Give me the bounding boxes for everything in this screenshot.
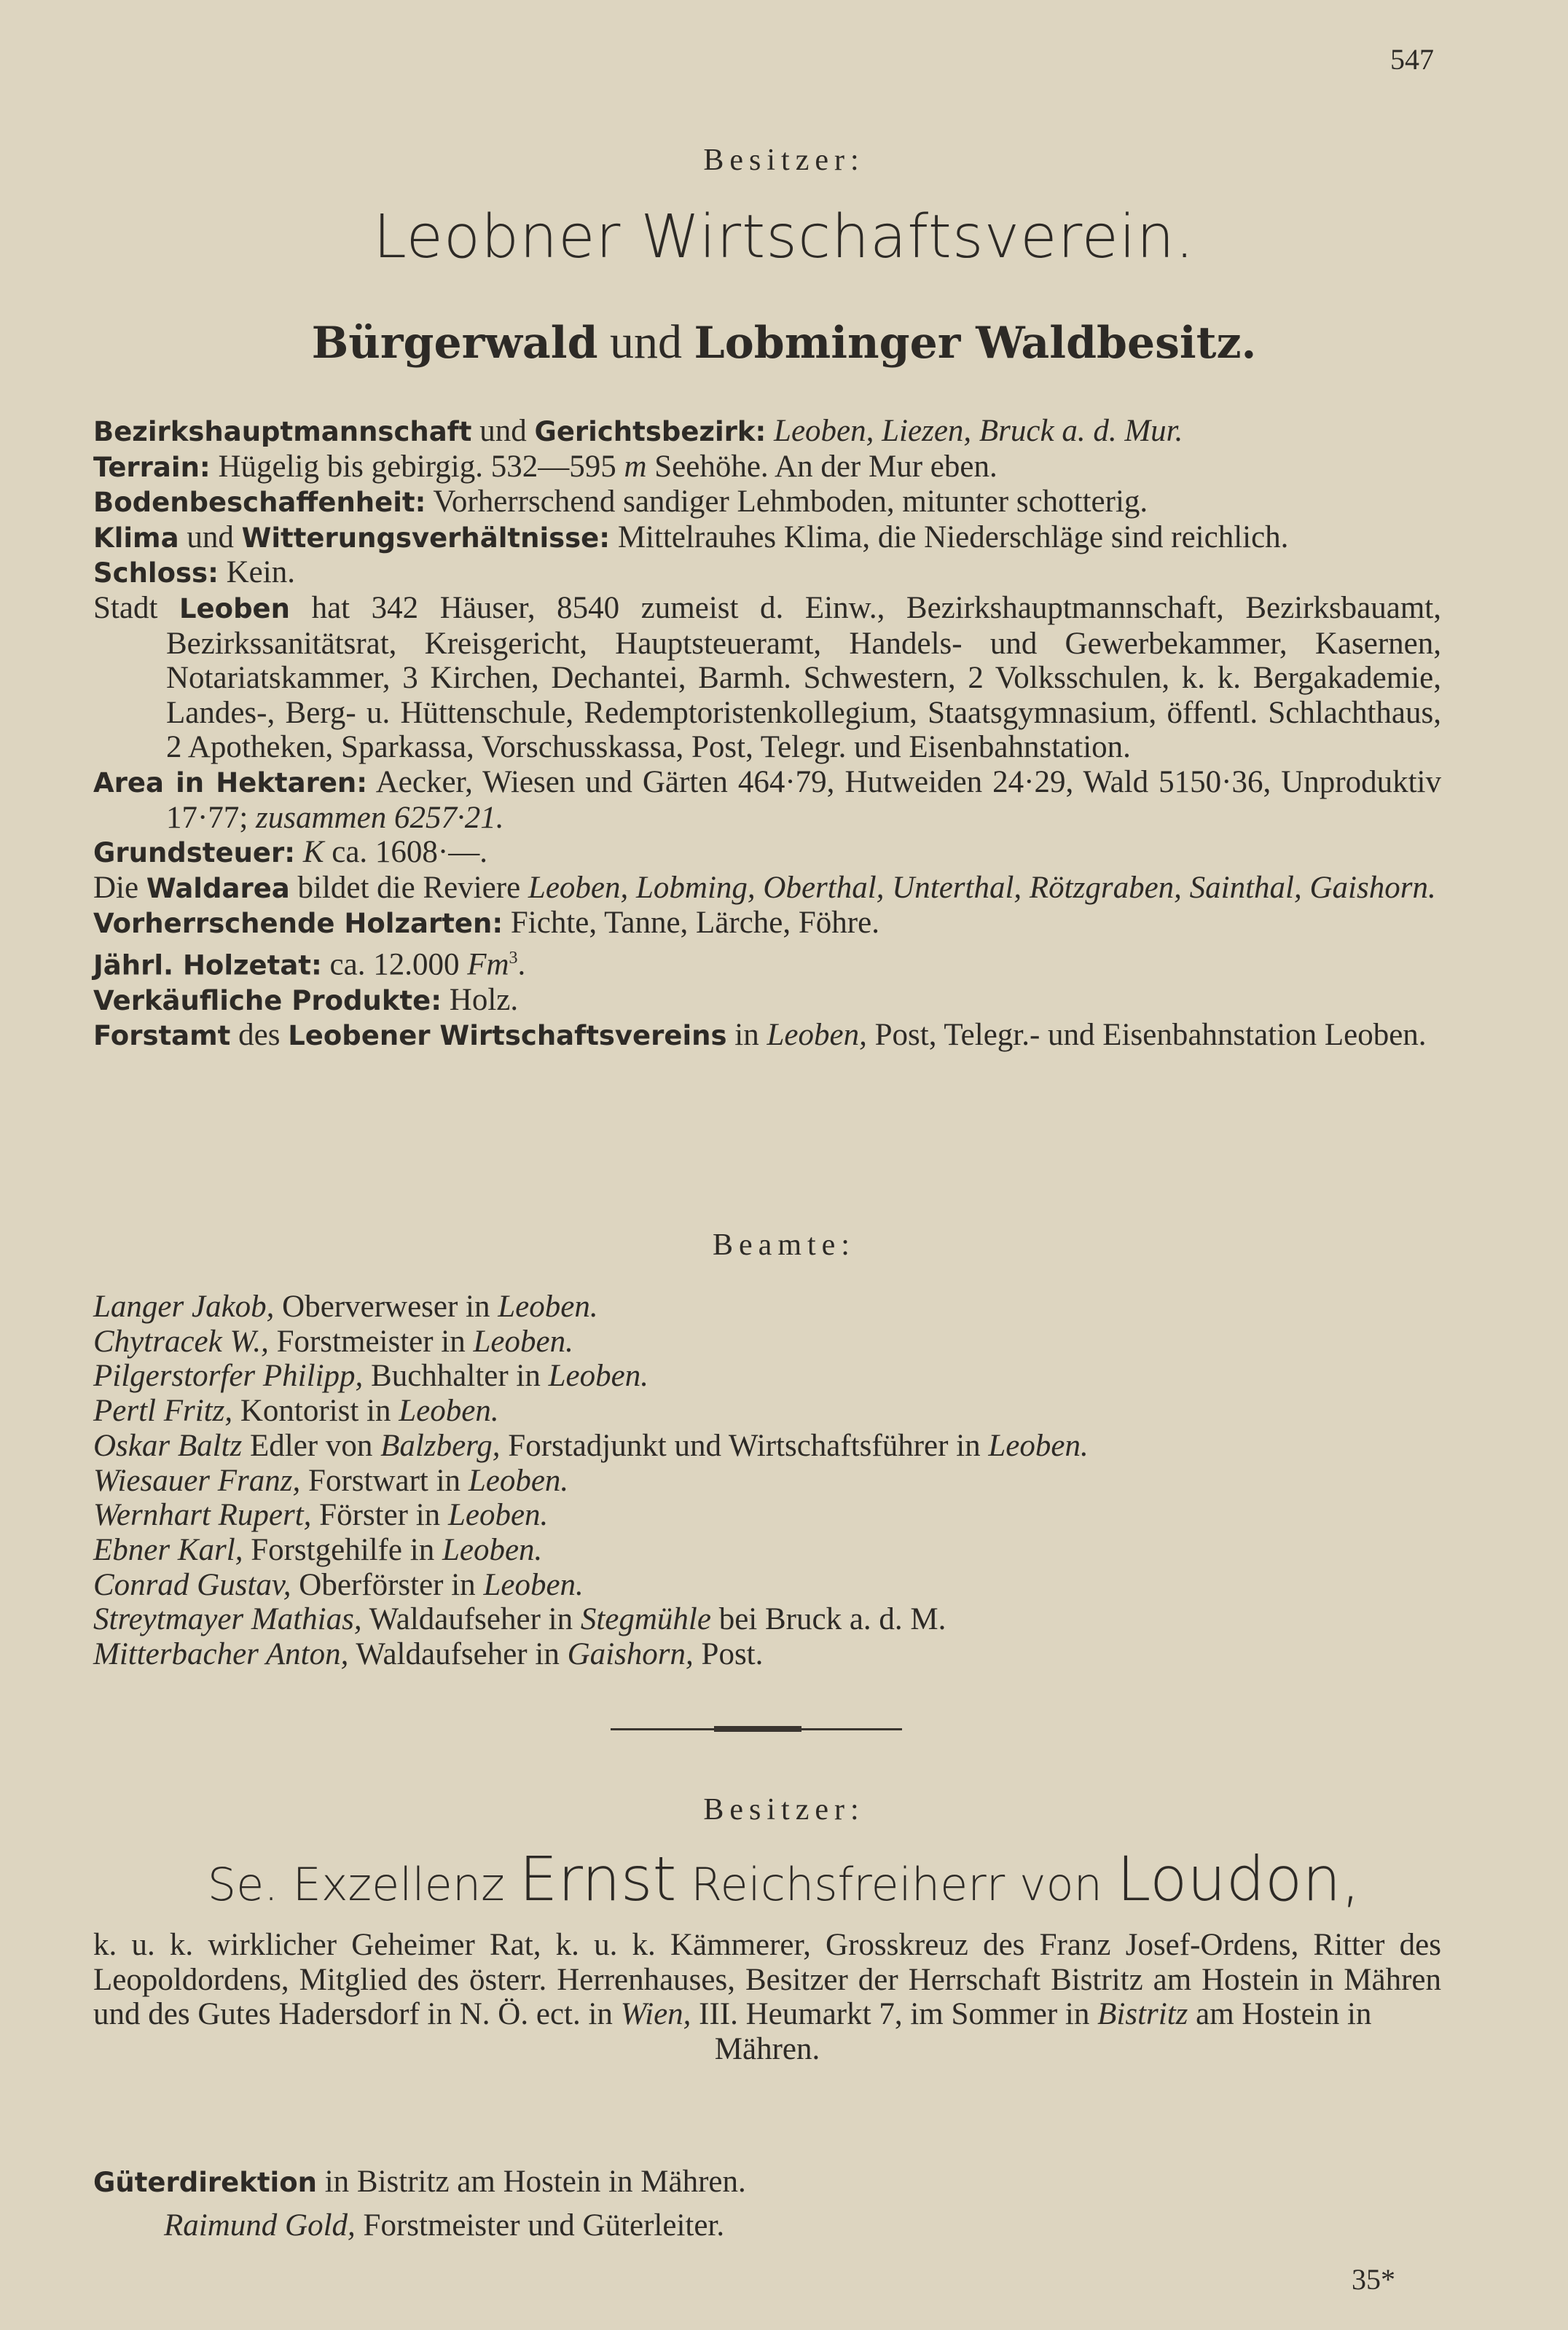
detail-area: Area in Hektaren: Aecker, Wiesen und Gärten 464·79, Hutweiden 24·29, Wald 5150·36, Unproduktiv 17·77; zusammen 6257·21.	[93, 764, 1441, 835]
staff-row: Oskar Baltz Edler von Balzberg, Forstadjunkt und Wirtschaftsführer in Leoben.	[93, 1428, 1089, 1463]
detail-boden: Bodenbeschaffenheit: Vorherrschend sandiger Lehmboden, mitunter schotterig.	[93, 485, 1148, 519]
owner-label-2: Besitzer:	[703, 1793, 865, 1827]
signature-mark: 35*	[1352, 2263, 1395, 2296]
owner-name-heading-2: Se. Exzellenz Ernst Reichsfreiherr von Loudon,	[207, 1843, 1361, 1915]
guterdirektion-line: Güterdirektion in Bistritz am Hostein in Mähren.	[93, 2165, 746, 2199]
estate-name-2: Lobminger Waldbesitz.	[694, 318, 1257, 369]
detail-klima: Klima und Witterungsverhältnisse: Mittelrauhes Klima, die Niederschläge sind reichlich.	[93, 519, 1289, 554]
detail-waldarea: Die Waldarea bildet die Reviere Leoben, Lobming, Oberthal, Unterthal, Rötzgraben, Sainthal, Gaishorn.	[93, 870, 1436, 905]
detail-grundsteuer: Grundsteuer: K ca. 1608·—.	[93, 835, 488, 870]
detail-bezirk: Bezirkshauptmannschaft und Gerichtsbezirk: Leoben, Liezen, Bruck a. d. Mur.	[93, 414, 1183, 448]
staff-row: Conrad Gustav, Oberförster in Leoben.	[93, 1567, 584, 1602]
detail-terrain: Terrain: Hügelig bis gebirgig. 532—595 m Seehöhe. An der Mur eben.	[93, 449, 997, 484]
detail-produkte: Verkäufliche Produkte: Holz.	[93, 982, 519, 1017]
detail-stadt: Stadt Leoben hat 342 Häuser, 8540 zumeist d. Einw., Bezirkshauptmannschaft, Bezirksbauamt, Bezirkssanitätsrat, Kreisgericht, Hauptsteueramt, Handels- und Gewerbekammer, Kasernen, Notariatskammer, 3 Kirchen, Dechantei, Barmh. Schwestern, 2 Volksschulen, k. k. Bergakademie, Landes-, Berg- u. Hüttenschule, Redemptoristenkollegium, Staatsgymnasium, öffentl. Schlachthaus, 2 Apotheken, Sparkassa, Vorschusskassa, Post, Telegr. und Eisenbahnstation.	[93, 590, 1442, 765]
detail-holzetat: Jährl. Holzetat: ca. 12.000 Fm$^3$.	[93, 947, 526, 982]
staff-row: Mitterbacher Anton, Waldaufseher in Gaishorn, Post.	[93, 1637, 764, 1672]
section-divider-ornament	[714, 1726, 801, 1732]
staff-row: Langer Jakob, Oberverweser in Leoben.	[93, 1290, 598, 1324]
beamte-label: Beamte:	[713, 1228, 855, 1262]
director-line: Raimund Gold, Forstmeister und Güterleiter.	[164, 2208, 725, 2243]
owner-label: Besitzer:	[703, 144, 865, 177]
estate-heading	[0, 315, 1568, 370]
staff-row: Streytmayer Mathias, Waldaufseher in Stegmühle bei Bruck a. d. M.	[93, 1602, 946, 1637]
staff-list	[93, 1290, 1478, 1672]
estate-connector: und	[610, 315, 683, 369]
page-number: 547	[1390, 43, 1434, 76]
detail-schloss: Schloss: Kein.	[93, 555, 295, 590]
staff-row: Pilgerstorfer Philipp, Buchhalter in Leoben.	[93, 1359, 648, 1394]
estate-details	[93, 414, 1441, 1054]
staff-row: Wiesauer Franz, Forstwart in Leoben.	[93, 1463, 569, 1498]
estate-name-1: Bürgerwald	[311, 318, 598, 369]
staff-row: Pertl Fritz, Kontorist in Leoben.	[93, 1394, 499, 1429]
staff-row: Chytracek W., Forstmeister in Leoben.	[93, 1324, 573, 1359]
owner-name-heading: Leobner Wirtschaftsverein.	[373, 203, 1195, 272]
detail-forstamt: Forstamt des Leobener Wirtschaftsvereins in Leoben, Post, Telegr.- und Eisenbahnstation Leoben.	[93, 1018, 1427, 1053]
staff-row: Ebner Karl, Forstgehilfe in Leoben.	[93, 1532, 543, 1567]
detail-holzarten: Vorherrschende Holzarten: Fichte, Tanne, Lärche, Föhre.	[93, 906, 879, 941]
owner-titles: k. u. k. wirklicher Geheimer Rat, k. u. k. Kämmerer, Grosskreuz des Franz Josef-Ordens, Ritter des Leopoldordens, Mitglied des österr. Herrenhauses, Besitzer der Herrschaft Bistritz am Hostein in Mähren und des Gutes Hadersdorf in N. Ö. ect. in Wien, III. Heumarkt 7, im Sommer in Bistritz am Hostein in Mähren.	[93, 1928, 1441, 2066]
staff-row: Wernhart Rupert, Förster in Leoben.	[93, 1498, 549, 1533]
